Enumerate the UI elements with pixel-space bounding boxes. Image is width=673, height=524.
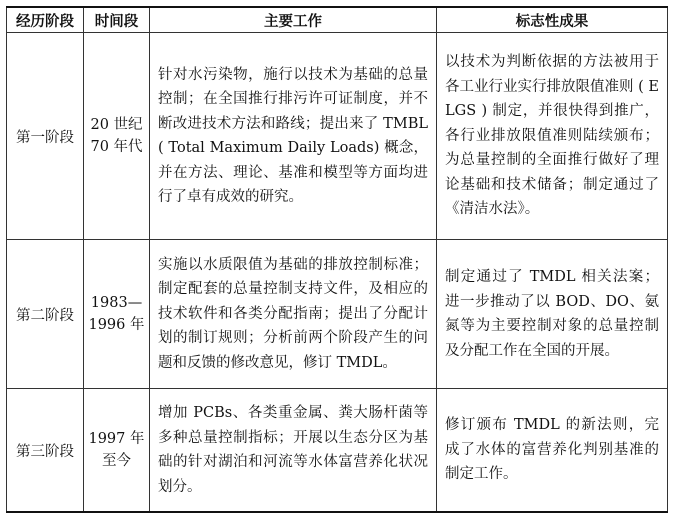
header-period: 时间段 [84,7,150,33]
period-line: 20 世纪 [90,117,143,133]
results-cell: 制定通过了 TMDL 相关法案；进一步推动了以 BOD、DO、氨氮等为主要控制对象的总量控制及分配工作在全国的开展。 [437,240,668,389]
history-table [6,6,668,513]
header-stage: 经历阶段 [7,7,84,33]
header-results: 标志性成果 [437,7,668,33]
period-cell [84,240,150,389]
stage-cell: 第三阶段 [7,389,84,513]
stage-cell: 第二阶段 [7,240,84,389]
stage-cell: 第一阶段 [7,33,84,240]
work-cell: 增加 PCBs、各类重金属、粪大肠杆菌等多种总量控制指标；开展以生态分区为基础的针对湖泊和河流等水体富营养化状况划分。 [150,389,437,513]
period-line: 1996 年 [88,317,145,333]
table-row [7,389,668,513]
header-work: 主要工作 [150,7,437,33]
results-cell: 修订颁布 TMDL 的新法则，完成了水体的富营养化判别基准的制定工作。 [437,389,668,513]
period-line: 70 年代 [90,139,143,155]
header-row [7,7,668,33]
work-cell: 针对水污染物，施行以技术为基础的总量控制；在全国推行排污许可证制度，并不断改进技术方法和路线；提出来了 TMBL ( Total Maximum Daily Loads) 概念，并在方法、理论、基准和模型等方面均进行了卓有成效的研究。 [150,33,437,240]
period-cell [84,33,150,240]
period-line: 1997 年 [88,431,145,447]
history-table-container [6,6,667,513]
period-line: 至今 [102,453,131,469]
period-line: 1983— [90,295,143,311]
period-cell [84,389,150,513]
results-cell: 以技术为判断依据的方法被用于各工业行业实行排放限值准则 ( ELGS ) 制定，并很快得到推广，各行业排放限值准则陆续颁布；为总量控制的全面推行做好了理论基础和技术储备；制定通过了《清洁水法》。 [437,33,668,240]
table-row [7,240,668,389]
work-cell: 实施以水质限值为基础的排放控制标准；制定配套的总量控制支持文件，及相应的技术软件和各类分配指南；提出了分配计划的制订规则；分析前两个阶段产生的问题和反馈的修改意见，修订 TMDL。 [150,240,437,389]
table-row [7,33,668,240]
